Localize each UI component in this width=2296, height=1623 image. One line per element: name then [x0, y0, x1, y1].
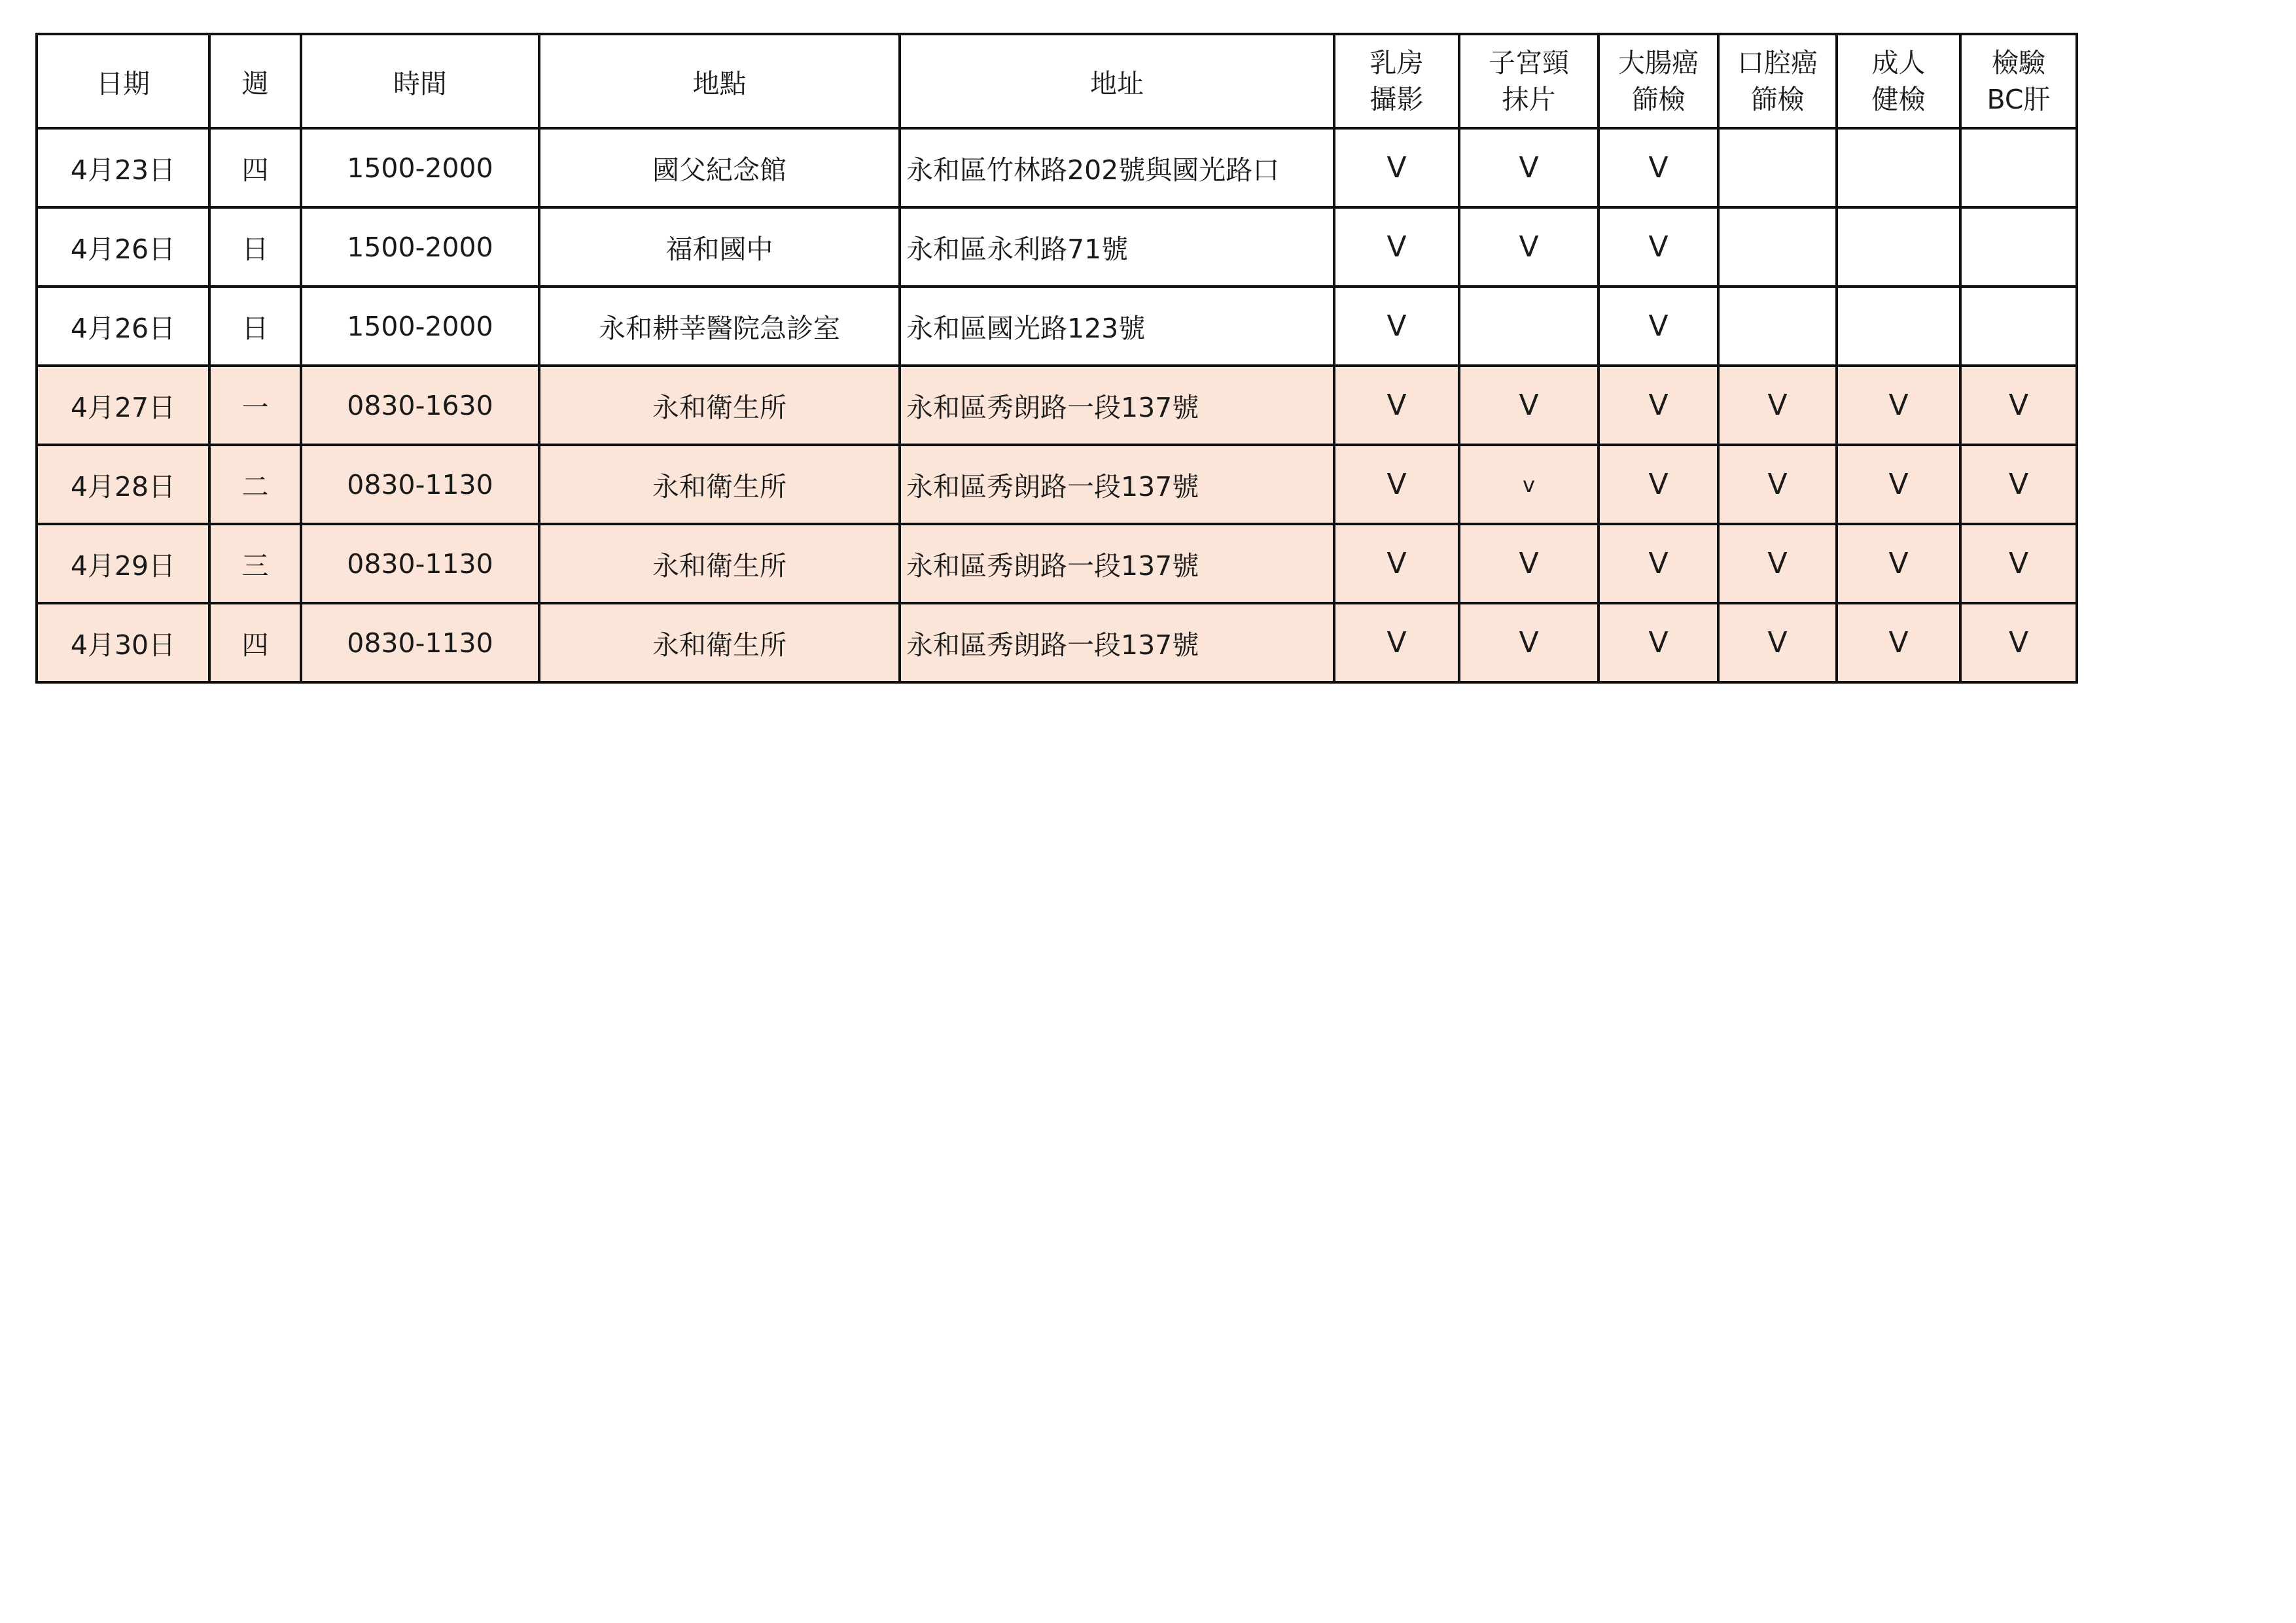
oral-cancer-mark: [1718, 287, 1837, 366]
table-row: [37, 524, 2077, 603]
schedule-body: [37, 128, 2077, 682]
time-cell: 0830-1130: [301, 603, 539, 682]
oral-cancer-mark: [1718, 207, 1837, 287]
weekday-cell: 一: [209, 366, 301, 445]
weekday-cell: 四: [209, 603, 301, 682]
address-cell: 永和區國光路123號: [900, 287, 1334, 366]
pap-smear-mark: V: [1459, 366, 1598, 445]
header-oral-line1: 口腔癌: [1737, 47, 1818, 79]
date-cell: 4月27日: [37, 366, 209, 445]
pap-smear-mark: V: [1459, 603, 1598, 682]
colorectal-mark: V: [1598, 207, 1718, 287]
pap-smear-mark: v: [1459, 445, 1598, 524]
screening-schedule-table: [35, 33, 2078, 684]
mammography-mark: V: [1334, 128, 1459, 207]
table-row: [37, 128, 2077, 207]
header-time: 時間: [301, 34, 539, 128]
colorectal-mark: V: [1598, 603, 1718, 682]
weekday-cell: 三: [209, 524, 301, 603]
header-mammography-line2: 攝影: [1369, 84, 1424, 115]
date-cell: 4月28日: [37, 445, 209, 524]
time-cell: 1500-2000: [301, 287, 539, 366]
table-row: [37, 445, 2077, 524]
place-cell: 永和衛生所: [539, 366, 900, 445]
place-cell: 永和耕莘醫院急診室: [539, 287, 900, 366]
mammography-mark: V: [1334, 445, 1459, 524]
adult-checkup-mark: V: [1837, 445, 1960, 524]
time-cell: 1500-2000: [301, 128, 539, 207]
oral-cancer-mark: V: [1718, 524, 1837, 603]
date-cell: 4月29日: [37, 524, 209, 603]
time-cell: 0830-1630: [301, 366, 539, 445]
colorectal-mark: V: [1598, 287, 1718, 366]
address-cell: 永和區秀朗路一段137號: [900, 445, 1334, 524]
table-row: [37, 366, 2077, 445]
address-cell: 永和區秀朗路一段137號: [900, 603, 1334, 682]
adult-checkup-mark: [1837, 287, 1960, 366]
hepatitis-bc-mark: [1960, 287, 2077, 366]
time-cell: 0830-1130: [301, 524, 539, 603]
header-address: 地址: [900, 34, 1334, 128]
oral-cancer-mark: V: [1718, 445, 1837, 524]
header-adult-line2: 健檢: [1871, 84, 1926, 115]
header-colorectal-screening: [1598, 34, 1718, 128]
mammography-mark: V: [1334, 287, 1459, 366]
header-mammography-line1: 乳房: [1369, 47, 1424, 79]
header-place: 地點: [539, 34, 900, 128]
header-pap-smear: [1459, 34, 1598, 128]
weekday-cell: 日: [209, 287, 301, 366]
colorectal-mark: V: [1598, 524, 1718, 603]
mammography-mark: V: [1334, 366, 1459, 445]
oral-cancer-mark: [1718, 128, 1837, 207]
mammography-mark: V: [1334, 524, 1459, 603]
pap-smear-mark: V: [1459, 207, 1598, 287]
hepatitis-bc-mark: [1960, 207, 2077, 287]
date-cell: 4月26日: [37, 207, 209, 287]
header-row: [37, 34, 2077, 128]
header-date: 日期: [37, 34, 209, 128]
header-oral-cancer-screening: [1718, 34, 1837, 128]
header-adult-checkup: [1837, 34, 1960, 128]
header-pap-smear-line2: 抹片: [1502, 84, 1556, 115]
place-cell: 永和衛生所: [539, 445, 900, 524]
hepatitis-bc-mark: V: [1960, 366, 2077, 445]
mammography-mark: V: [1334, 207, 1459, 287]
time-cell: 0830-1130: [301, 445, 539, 524]
pap-smear-mark: [1459, 287, 1598, 366]
header-adult-line1: 成人: [1871, 47, 1926, 79]
header-pap-smear-line1: 子宮頸: [1489, 47, 1569, 79]
hepatitis-bc-mark: [1960, 128, 2077, 207]
weekday-cell: 四: [209, 128, 301, 207]
date-cell: 4月30日: [37, 603, 209, 682]
mammography-mark: V: [1334, 603, 1459, 682]
address-cell: 永和區永利路71號: [900, 207, 1334, 287]
colorectal-mark: V: [1598, 366, 1718, 445]
place-cell: 福和國中: [539, 207, 900, 287]
address-cell: 永和區竹林路202號與國光路口: [900, 128, 1334, 207]
table-row: [37, 287, 2077, 366]
time-cell: 1500-2000: [301, 207, 539, 287]
oral-cancer-mark: V: [1718, 366, 1837, 445]
date-cell: 4月26日: [37, 287, 209, 366]
header-oral-line2: 篩檢: [1750, 84, 1805, 115]
oral-cancer-mark: V: [1718, 603, 1837, 682]
place-cell: 國父紀念館: [539, 128, 900, 207]
header-hepatitis-line1: 檢驗: [1992, 47, 2045, 79]
colorectal-mark: V: [1598, 445, 1718, 524]
pap-smear-mark: V: [1459, 128, 1598, 207]
table-row: [37, 603, 2077, 682]
adult-checkup-mark: [1837, 207, 1960, 287]
header-mammography: [1334, 34, 1459, 128]
place-cell: 永和衛生所: [539, 524, 900, 603]
header-hepatitis-line2: BC肝: [1987, 84, 2051, 115]
header-weekday: 週: [209, 34, 301, 128]
weekday-cell: 二: [209, 445, 301, 524]
adult-checkup-mark: [1837, 128, 1960, 207]
hepatitis-bc-mark: V: [1960, 445, 2077, 524]
hepatitis-bc-mark: V: [1960, 524, 2077, 603]
header-colorectal-line2: 篩檢: [1631, 84, 1686, 115]
pap-smear-mark: V: [1459, 524, 1598, 603]
adult-checkup-mark: V: [1837, 366, 1960, 445]
table-row: [37, 207, 2077, 287]
colorectal-mark: V: [1598, 128, 1718, 207]
address-cell: 永和區秀朗路一段137號: [900, 366, 1334, 445]
address-cell: 永和區秀朗路一段137號: [900, 524, 1334, 603]
place-cell: 永和衛生所: [539, 603, 900, 682]
header-hepatitis-bc-test: [1960, 34, 2077, 128]
weekday-cell: 日: [209, 207, 301, 287]
header-colorectal-line1: 大腸癌: [1618, 47, 1699, 79]
hepatitis-bc-mark: V: [1960, 603, 2077, 682]
date-cell: 4月23日: [37, 128, 209, 207]
adult-checkup-mark: V: [1837, 603, 1960, 682]
adult-checkup-mark: V: [1837, 524, 1960, 603]
